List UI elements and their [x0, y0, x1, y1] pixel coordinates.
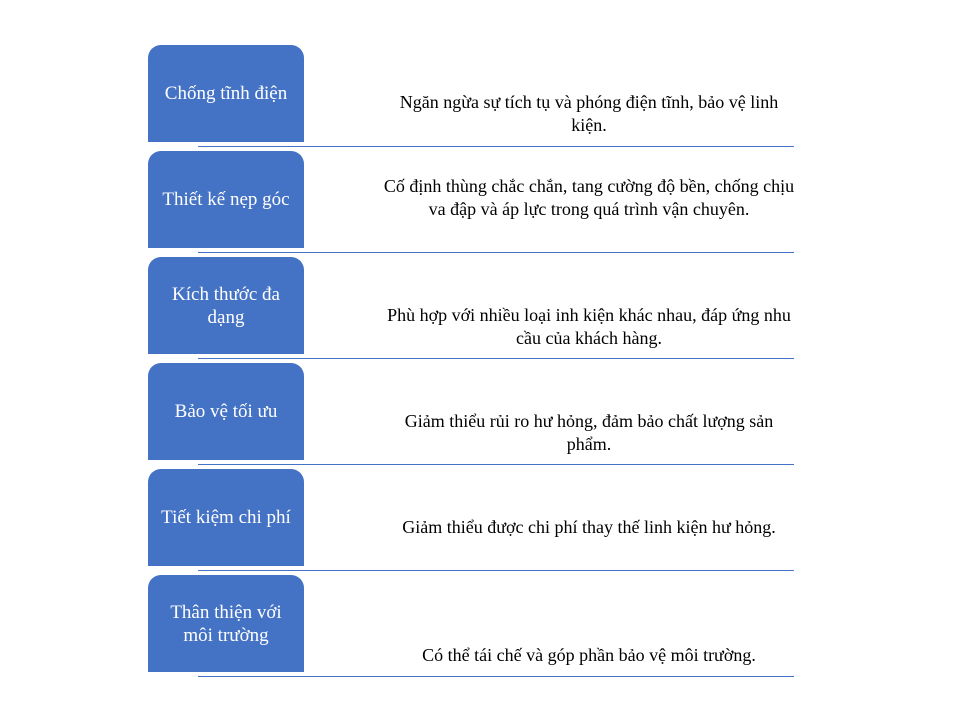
feature-row-cost-saving [0, 469, 960, 575]
feature-description: Phù hợp với nhiều loại inh kiện khác nhau, đáp ứng nhu cầu của khách hàng. [387, 305, 791, 348]
feature-label-box [148, 257, 304, 354]
feature-divider [198, 464, 794, 465]
feature-label-box [148, 151, 304, 248]
feature-label: Thiết kế nẹp góc [162, 189, 290, 210]
feature-label-box [148, 469, 304, 566]
feature-description: Giảm thiểu rủi ro hư hỏng, đảm bảo chất lượng sản phẩm. [404, 411, 774, 454]
feature-description: Ngăn ngừa sự tích tụ và phóng điện tĩnh, bảo vệ linh kiện. [399, 92, 779, 135]
feature-divider [198, 252, 794, 253]
feature-row-eco-friendly [0, 575, 960, 681]
feature-label: Tiết kiệm chi phí [161, 507, 291, 528]
feature-description: Có thể tái chế và góp phần bảo vệ môi trường. [422, 645, 756, 665]
feature-divider [198, 570, 794, 571]
feature-row-corner-design [0, 151, 960, 257]
feature-label: Chống tĩnh điện [164, 83, 288, 104]
feature-label-box [148, 575, 304, 672]
feature-divider [198, 358, 794, 359]
feature-row-sizes [0, 257, 960, 363]
feature-description: Giảm thiểu được chi phí thay thế linh kiện hư hỏng. [402, 517, 776, 537]
feature-label: Kích thước đa dạng [172, 283, 280, 328]
feature-label-box [148, 363, 304, 460]
feature-divider [198, 676, 794, 677]
feature-label: Bảo vệ tối ưu [174, 401, 278, 422]
feature-description: Cố định thùng chắc chắn, tang cường độ bền, chống chịu va đập và áp lực trong quá trình vận chuyên. [383, 176, 795, 219]
feature-label-box [148, 45, 304, 142]
feature-row-anti-static [0, 45, 960, 151]
feature-divider [198, 146, 794, 147]
feature-label: Thân thiện với môi trường [170, 601, 282, 646]
feature-row-protection [0, 363, 960, 469]
